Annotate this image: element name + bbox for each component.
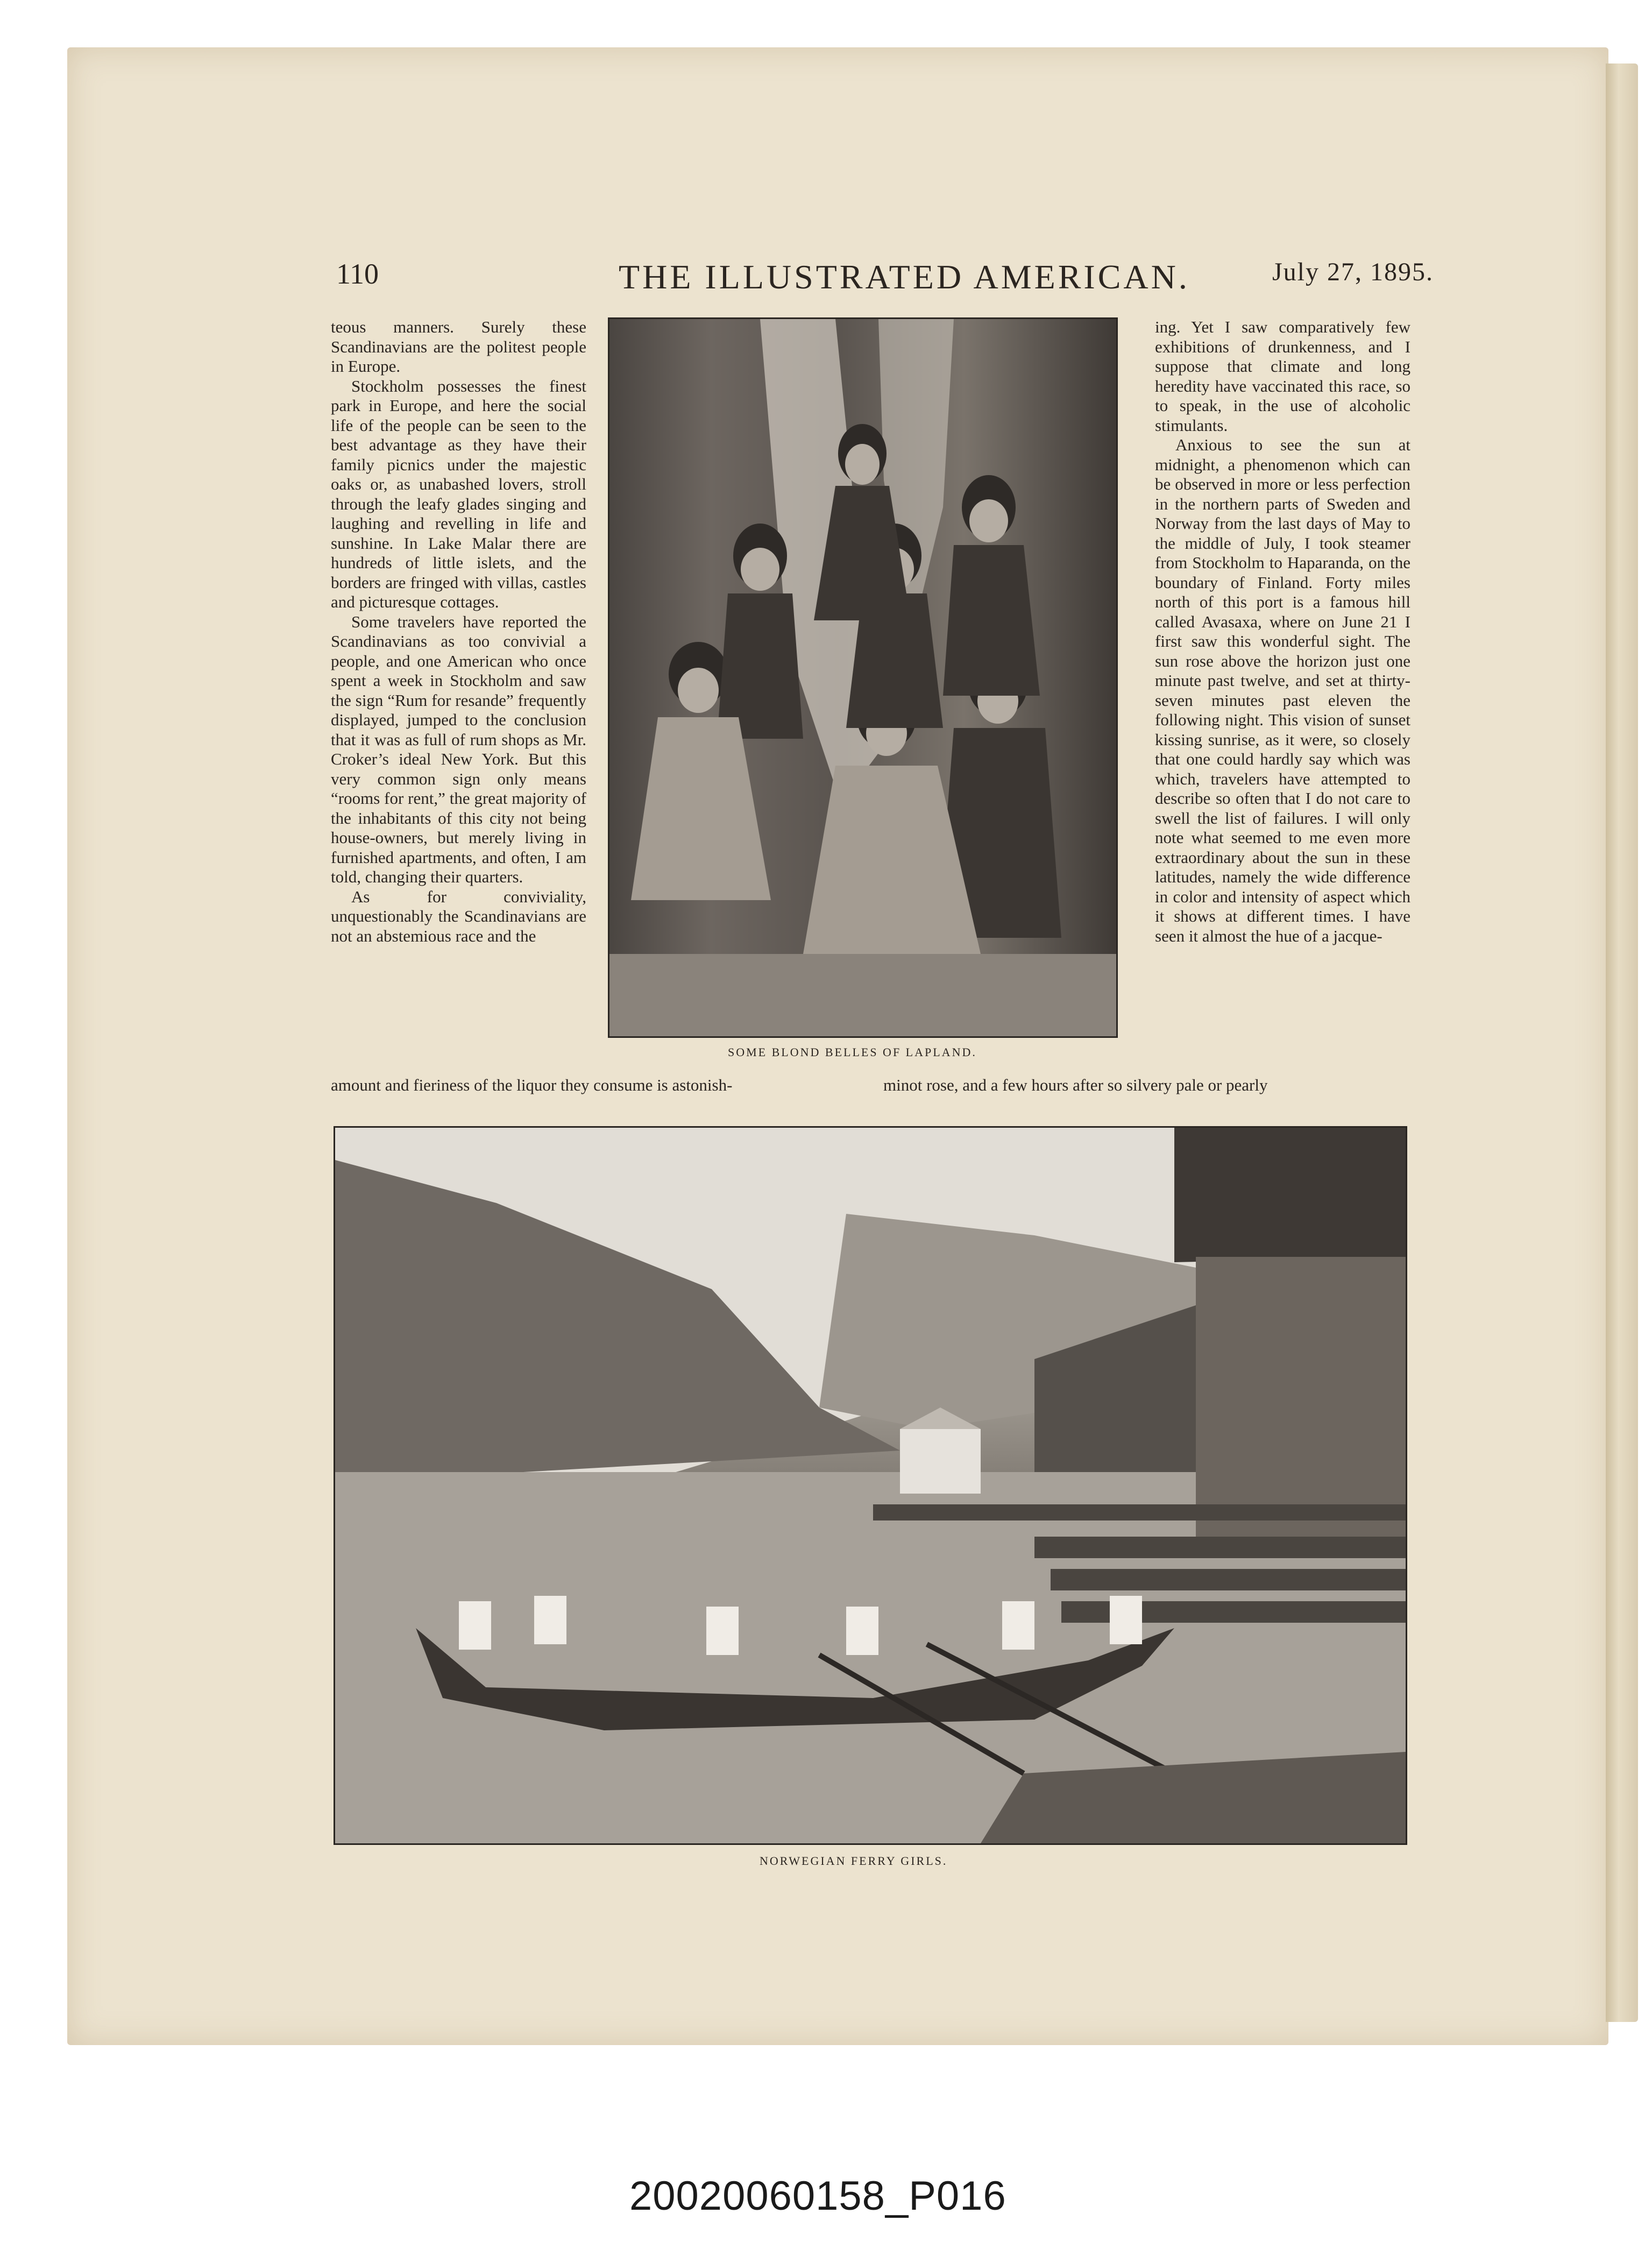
left-text-column — [331, 317, 586, 946]
magazine-title: THE ILLUSTRATED AMERICAN. — [619, 258, 1190, 296]
right-text-column — [1155, 317, 1410, 946]
ferry-girls-photo — [334, 1126, 1407, 1845]
continuation-line-left: amount and fieriness of the liquor they consume is astonish- — [331, 1076, 733, 1094]
group-portrait-illustration — [609, 319, 1116, 1036]
ferry-photo-caption: NORWEGIAN FERRY GIRLS. — [760, 1854, 948, 1868]
continuation-line-right: minot rose, and a few hours after so silvery pale or pearly — [883, 1076, 1268, 1094]
fjord-boat-illustration — [335, 1128, 1406, 1843]
paragraph: As for conviviality, unquestionably the Scandinavians are not an abstemious race and the — [331, 887, 586, 945]
paragraph: teous manners. Surely these Scandinavians are the politest people in Europe. — [331, 317, 586, 376]
paragraph: Anxious to see the sun at midnight, a phenomenon which can be observed in more or less perfection in the northern parts of Sweden and Norway from the last days of May to the middle of July, I took steamer from Stockholm to Haparanda, on the boundary of Finland. Forty miles north of this port is a famous hill called Avasaxa, where on June 21 I first saw this wonderful sight. The sun rose above the horizon just one minute past twelve, and set at thirty-seven minutes past eleven the following night. This vision of sunset kissing sunrise, as it were, so closely that one could hardly say which was which, travelers have attempted to describe so often that I do not care to swell the list of failures. I will only note what seemed to me even more extraordinary about the sun in these latitudes, namely the wide difference in color and intensity of aspect which it shows at different times. I have seen it almost the hue of a jacque- — [1155, 435, 1410, 945]
lapland-photo-caption: SOME BLOND BELLES OF LAPLAND. — [728, 1045, 977, 1059]
issue-date: July 27, 1895. — [1272, 258, 1434, 286]
paragraph: Some travelers have reported the Scandinavians as too convivial a people, and one American who once spent a week in Stockholm and saw the sign “Rum for resande” frequently displayed, jumped to the conclusion that it was as full of rum shops as Mr. Croker’s ideal New York. But this very common sign only means “rooms for rent,” the great majority of the inhabitants of this city not being house-owners, but merely living in furnished apartments, and often, I am told, changing their quarters. — [331, 612, 586, 886]
paragraph: Stockholm possesses the finest park in Europe, and here the social life of the people can be seen to the best advantage as they have their family picnics under the majestic oaks or, as unabashed lovers, stroll through the leafy glades singing and laughing and revelling in life and sunshine. In Lake Malar there are hundreds of little islets, and the borders are fringed with villas, castles and picturesque cottages. — [331, 376, 586, 611]
archive-identifier: 20020060158_P016 — [629, 2173, 1006, 2219]
lapland-girls-photo — [608, 317, 1118, 1038]
page-number: 110 — [336, 258, 379, 290]
facing-page-edge — [1606, 63, 1638, 2022]
paragraph: ing. Yet I saw comparatively few exhibitions of drunkenness, and I suppose that climate and long heredity have vaccinated this race, so to speak, in the use of alcoholic stimulants. — [1155, 317, 1410, 435]
